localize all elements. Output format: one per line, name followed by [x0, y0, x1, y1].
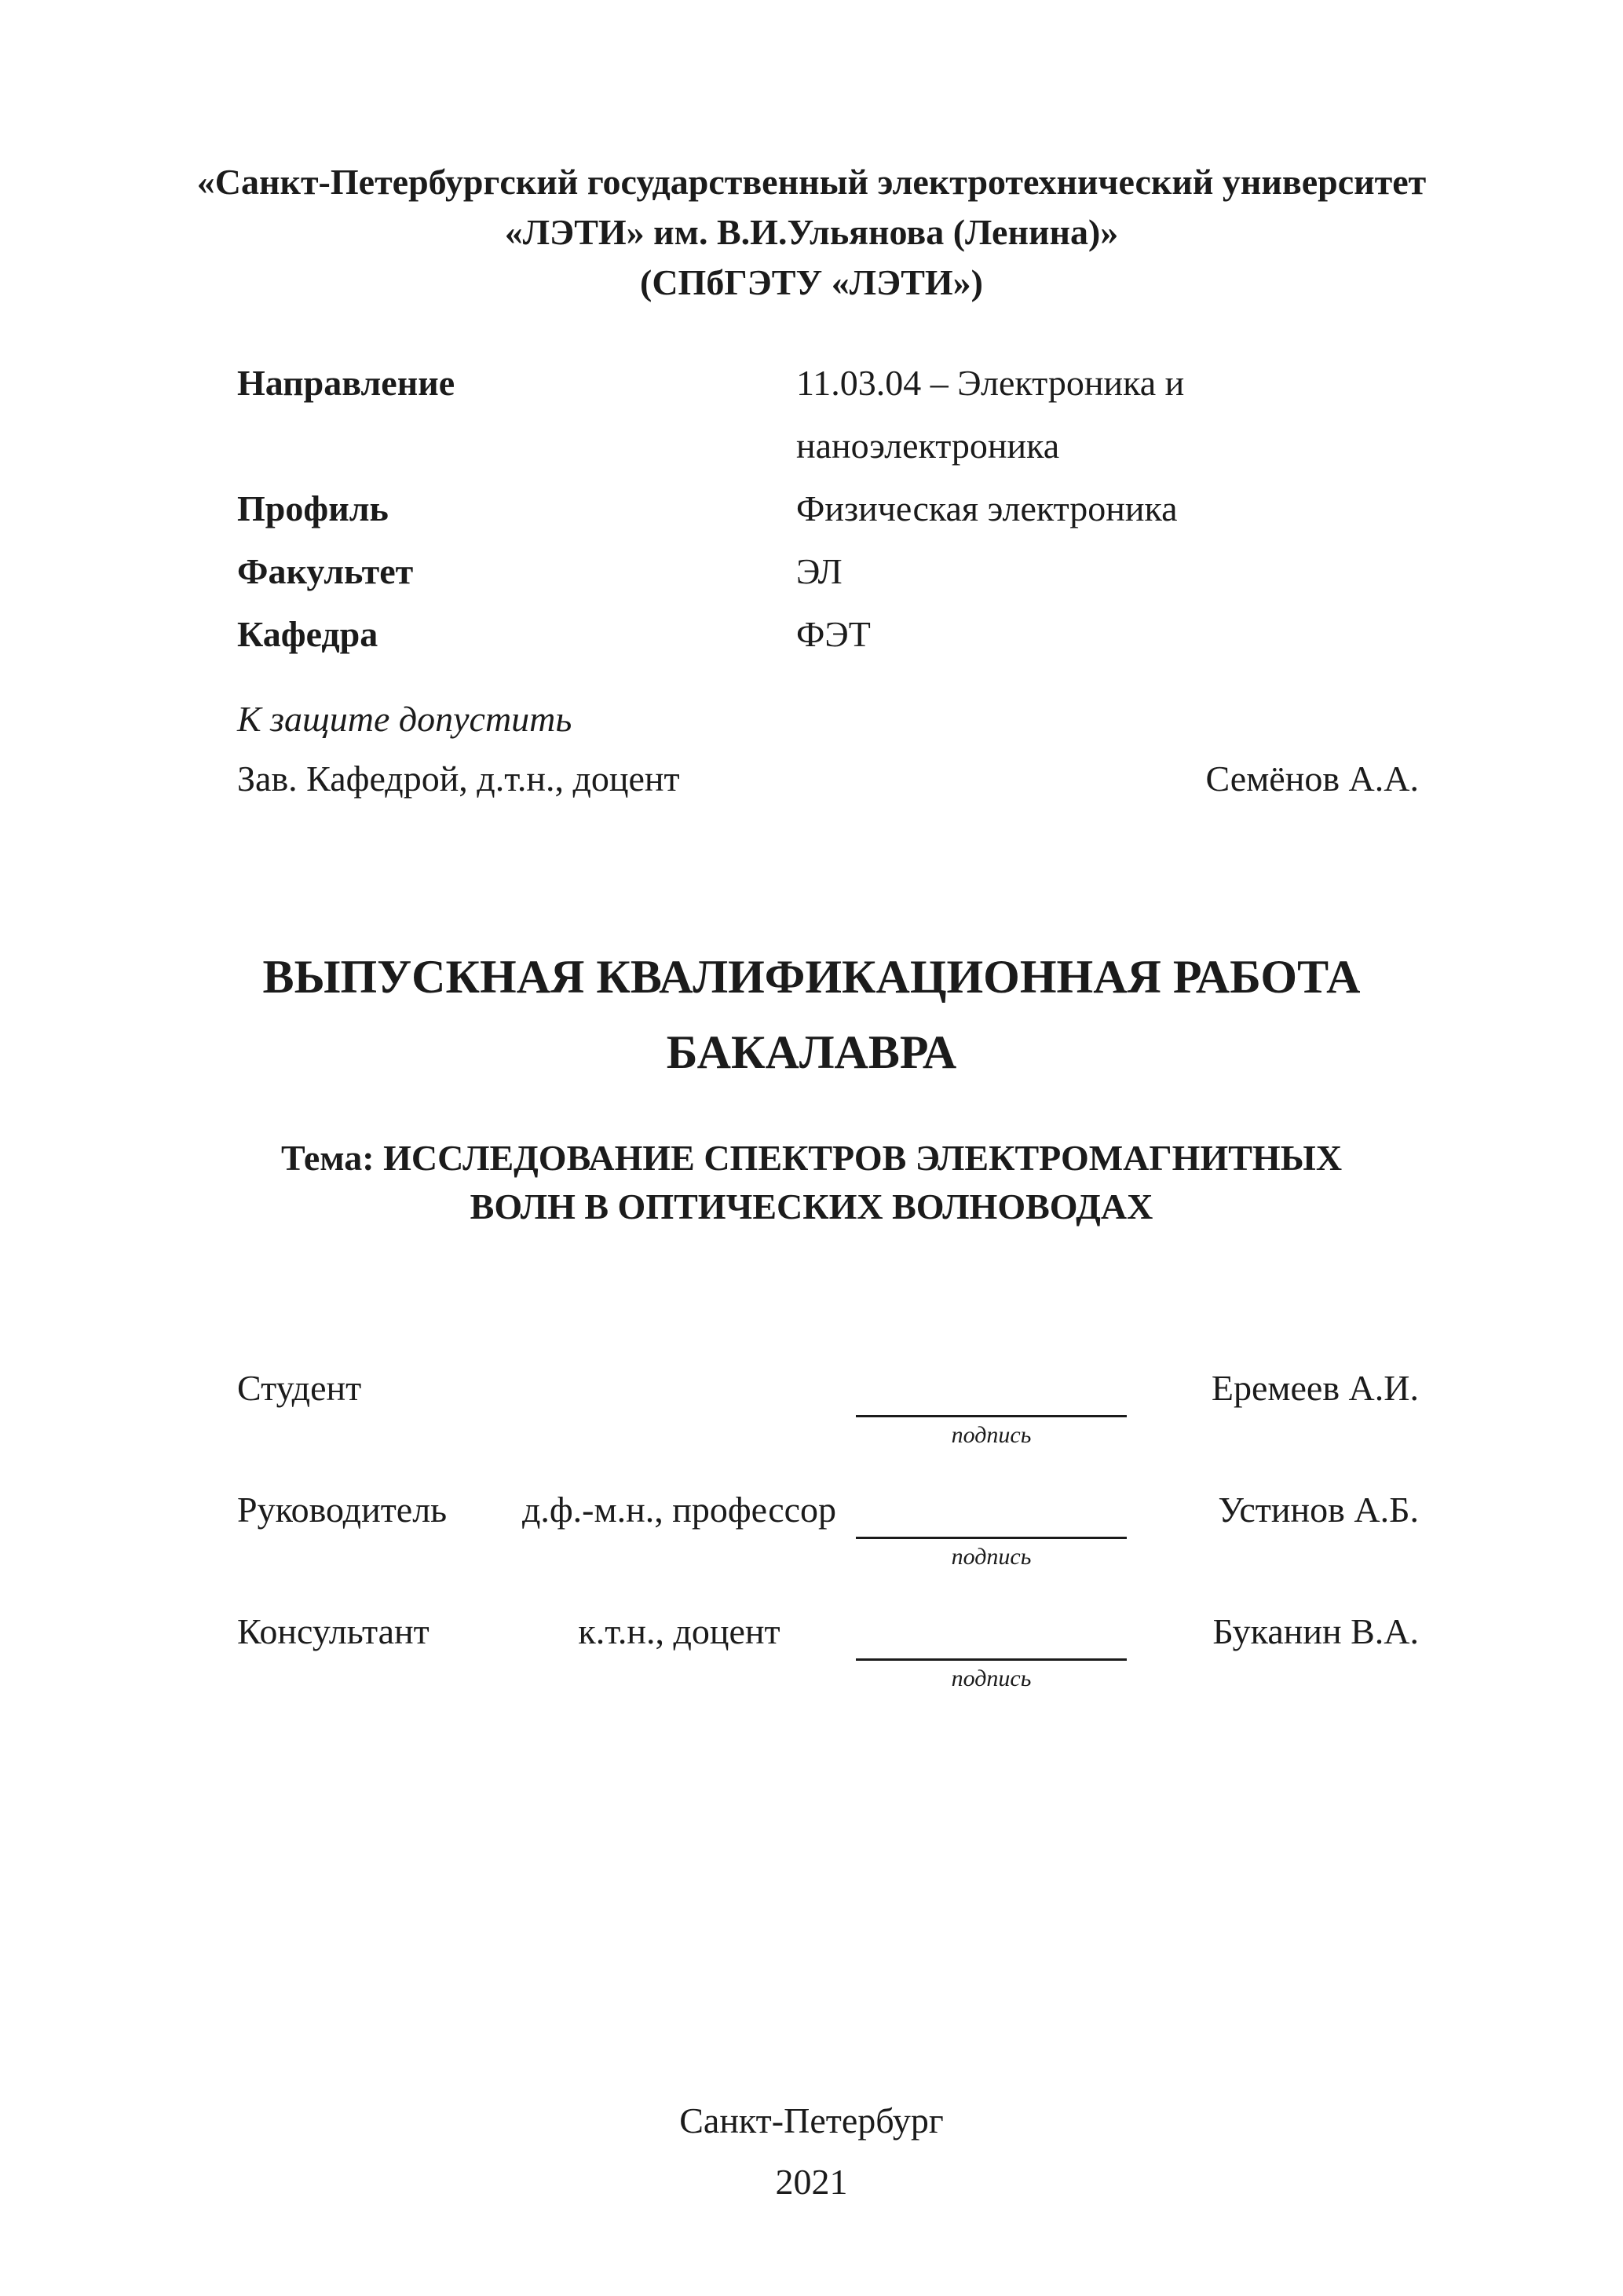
program-info-label: Направление: [237, 363, 455, 403]
university-name-line-1: «Санкт-Петербургский государственный электротехнический университет: [196, 162, 1427, 202]
program-info-row: [237, 477, 1419, 540]
signature-line: [856, 1365, 1127, 1417]
footer-year: 2021: [775, 2162, 848, 2202]
program-info-value: ЭЛ: [796, 551, 843, 591]
program-info-label: Факультет: [237, 551, 414, 591]
program-info-value: Физическая электроника: [796, 488, 1178, 528]
signatures-section: [0, 1365, 1623, 1694]
approval-section: [0, 694, 1623, 804]
signature-degree: д.ф.-м.н., профессор: [521, 1490, 837, 1530]
signature-row-student: [237, 1365, 1419, 1450]
signature-caption: подпись: [951, 1665, 1032, 1691]
page-footer: [0, 2090, 1623, 2213]
program-info-row: [237, 603, 1419, 666]
thesis-topic-line-2: ВОЛН В ОПТИЧЕСКИХ ВОЛНОВОДАХ: [470, 1186, 1153, 1227]
thesis-topic: [0, 1134, 1623, 1231]
document-title-line-2: БАКАЛАВРА: [666, 1026, 957, 1078]
department-head-row: [237, 754, 1419, 804]
signature-row-supervisor: [237, 1486, 1419, 1572]
program-info: [0, 352, 1623, 666]
signature-field: [856, 1365, 1127, 1450]
signature-degree: к.т.н., доцент: [578, 1611, 780, 1651]
program-info-value: ФЭТ: [796, 614, 871, 654]
signature-line: [856, 1608, 1127, 1661]
program-info-label: Кафедра: [237, 614, 378, 654]
signature-role: Руководитель: [237, 1490, 448, 1530]
signature-field: [856, 1608, 1127, 1694]
admission-note: К защите допустить: [237, 699, 572, 739]
document-title-line-1: ВЫПУСКНАЯ КВАЛИФИКАЦИОННАЯ РАБОТА: [262, 951, 1361, 1003]
program-info-label: Профиль: [237, 488, 389, 528]
signature-name: Буканин В.А.: [1212, 1611, 1419, 1651]
program-info-row: [237, 540, 1419, 603]
university-name-line-2: «ЛЭТИ» им. В.И.Ульянова (Ленина)»: [504, 212, 1119, 252]
signature-field: [856, 1486, 1127, 1572]
thesis-topic-line-1: Тема: ИССЛЕДОВАНИЕ СПЕКТРОВ ЭЛЕКТРОМАГНИТНЫХ: [280, 1138, 1343, 1178]
university-abbreviation: (СПбГЭТУ «ЛЭТИ»): [640, 262, 983, 302]
signature-role: Консультант: [237, 1611, 430, 1651]
university-header: [0, 157, 1623, 308]
footer-city: Санкт-Петербург: [679, 2100, 944, 2141]
program-info-value: 11.03.04 – Электроника и наноэлектроника: [796, 363, 1185, 466]
signature-name: Устинов А.Б.: [1218, 1490, 1419, 1530]
signature-row-consultant: [237, 1608, 1419, 1694]
signature-role: Студент: [237, 1368, 362, 1408]
signature-caption: подпись: [951, 1422, 1032, 1448]
signature-line: [856, 1486, 1127, 1539]
signature-caption: подпись: [951, 1544, 1032, 1570]
department-head-name: Семёнов А.А.: [1205, 759, 1419, 799]
signature-name: Еремеев А.И.: [1211, 1368, 1419, 1408]
department-head-title: Зав. Кафедрой, д.т.н., доцент: [237, 759, 680, 799]
program-info-row: [237, 352, 1419, 477]
document-title: [0, 939, 1623, 1090]
